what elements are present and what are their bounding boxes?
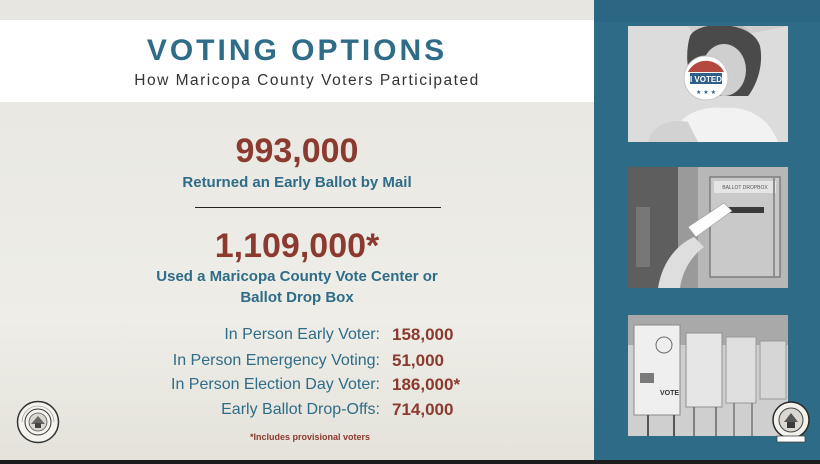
voting-booth-photo [628, 315, 788, 436]
page-subtitle: How Maricopa County Voters Participated [134, 72, 480, 89]
breakdown-label: In Person Emergency Voting: [172, 352, 380, 369]
sticker-text: I VOTED [689, 75, 723, 84]
breakdown-row [0, 324, 594, 350]
breakdown-value: 158,000 [392, 325, 454, 344]
right-panel-stripe [594, 0, 820, 22]
early-mail-label: Returned an Early Ballot by Mail [182, 174, 412, 191]
svg-text:★ ★ ★: ★ ★ ★ [696, 89, 716, 96]
vote-center-label-line1: Used a Maricopa County Vote Center or [156, 268, 438, 285]
breakdown-value: 51,000 [392, 351, 444, 370]
early-mail-count: 993,000 [235, 132, 359, 170]
breakdown-label: Early Ballot Drop-Offs: [221, 401, 380, 418]
ballot-dropbox-photo [628, 167, 788, 288]
breakdown-value: 186,000* [392, 375, 461, 394]
vote-center-count: 1,109,000* [214, 227, 380, 265]
breakdown-row [0, 374, 594, 400]
vote-center-label-line2: Ballot Drop Box [240, 289, 354, 306]
breakdown-row [0, 350, 594, 376]
i-voted-photo [628, 26, 788, 142]
county-seal-icon [16, 400, 60, 444]
footnote: *Includes provisional voters [250, 432, 371, 442]
top-strip [0, 0, 594, 20]
breakdown-label: In Person Early Voter: [224, 326, 380, 343]
header [0, 20, 594, 102]
recorder-seal-icon [771, 398, 811, 444]
breakdown-value: 714,000 [392, 400, 454, 419]
bottom-bar [0, 460, 820, 464]
booth-text: VOTE [660, 390, 680, 397]
dropbox-label: BALLOT DROPBOX [722, 185, 768, 191]
page-title: VOTING OPTIONS [146, 34, 448, 67]
breakdown-label: In Person Election Day Voter: [171, 376, 380, 393]
divider [195, 207, 441, 208]
breakdown-row [0, 399, 594, 425]
